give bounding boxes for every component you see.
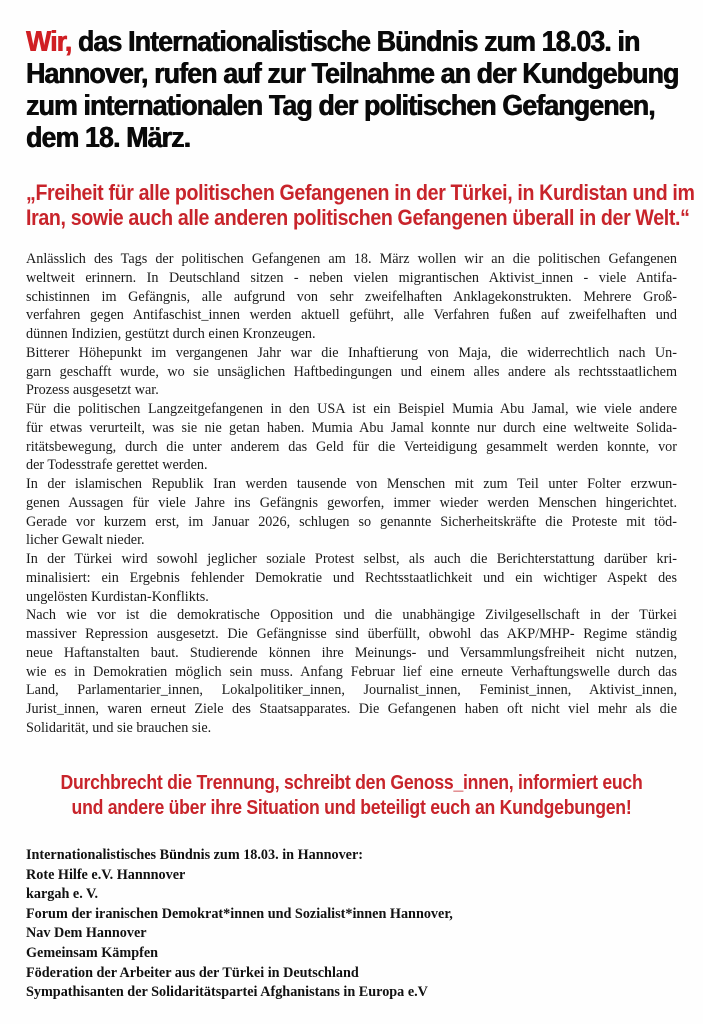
body-line: für etwas verurteilt, was sie nie getan haben. Mumia Abu Jamal konnte nur durch eine weltweite Solida- — [26, 419, 677, 436]
body-line: garn geschafft wurde, wo sie unsäglichen Haftbedingungen und einem alles andere als rechtsstaatlichem — [26, 363, 677, 380]
body-line: licher Gewalt nieder. — [26, 532, 145, 549]
body-line: neue Haftanstalten baut. Studierende können ihre Meinungs- und Versammlungsfreiheit nicht nutzen, — [26, 644, 677, 661]
body-line: Gerade vor kurzem erst, im Januar 2026, schlugen so genannte Sicherheitskräfte die Proteste mit töd- — [26, 513, 677, 530]
headline-line-2: Hannover, rufen auf zur Teilnahme an der Kundgebung — [26, 58, 679, 90]
body-line: Jurist_innen, waren erneut Ziele des Staatsapparates. Die Gefangenen haben oft nicht viel mehr als die — [26, 701, 677, 717]
signatory: Forum der iranischen Demokrat*innen und Sozialist*innen Hannover, — [26, 905, 453, 922]
quote-line-1: „Freiheit für alle politischen Gefangenen in der Türkei, in Kurdistan und im — [26, 180, 695, 205]
body-line: massiver Repression ausgesetzt. Die Gefängnisse sind überfüllt, obwohl das AKP/MHP- Regime ständig — [26, 626, 677, 642]
headline-line-1 — [26, 26, 687, 58]
body-line: wie es in Demokratien möglich sein muss. Anfang Februar lief eine erneute Verhaftungswelle durch das — [26, 663, 677, 680]
signatory: kargah e. V. — [26, 886, 99, 903]
body-line: minalisiert: ein Ergebnis fehlender Demokratie und Rechtsstaatlichkeit und ein wichtiger Aspekt des — [26, 569, 677, 586]
body-line: dünnen Indizien, gestützt durch einen Kronzeugen. — [26, 326, 316, 342]
body-line: In der Türkei wird sowohl jeglicher soziale Protest selbst, als auch die Berichterstattung darüber kri- — [26, 551, 677, 567]
body-line: Nach wie vor ist die demokratische Opposition und die unabhängige Zivilgesellschaft in der Türkei — [26, 607, 677, 624]
body-text — [26, 250, 677, 738]
body-line: weltweit erinnern. In Deutschland sitzen - neben vielen migrantischen Aktivist_innen - viele Antifa- — [26, 269, 677, 286]
body-line: genen Aussagen für viele Jahre ins Gefängnis geworfen, immer wieder werden Menschen hingerichtet. — [26, 494, 677, 511]
body-line: ritätsbewegung, durch die unter anderem das Geld für die Verteidigung gesammelt werden konnte, vor — [26, 438, 677, 455]
signatory: Nav Dem Hannover — [26, 925, 147, 942]
body-line: der Todesstrafe gerettet werden. — [26, 457, 208, 474]
quote-line-2: Iran, sowie auch alle anderen politischen Gefangenen überall in der Welt.“ — [26, 205, 690, 230]
slogan-quote — [26, 180, 695, 230]
headline-line-1-text: das Internationalistische Bündnis zum 18.03. in — [71, 26, 640, 58]
callout-line-2: und andere über ihre Situation und beteiligt euch an Kundgebungen! — [71, 796, 632, 819]
signatory: Gemeinsam Kämpfen — [26, 944, 159, 961]
signatories-heading: Internationalistisches Bündnis zum 18.03. in Hannover: — [26, 847, 364, 863]
body-line: verfahren gegen Antifaschist_innen werden aktuell geführt, alle Verfahren fußen auf zweifelhaften und — [26, 307, 677, 324]
call-to-action — [0, 770, 703, 820]
body-line: Land, Parlamentarier_innen, Lokalpolitiker_innen, Journalist_innen, Feminist_innen, Aktivist_innen, — [26, 682, 677, 699]
body-line: Solidarität, und sie brauchen sie. — [26, 719, 212, 736]
body-line: schistinnen im Gefängnis, alle aufgrund von sehr zweifelhaften Anklagekonstrukten. Mehrere Groß- — [26, 288, 677, 305]
body-line: Prozess ausgesetzt war. — [26, 382, 159, 399]
signatory: Föderation der Arbeiter aus der Türkei in Deutschland — [26, 964, 359, 981]
callout-line-1: Durchbrecht die Trennung, schreibt den Genoss_innen, informiert euch — [60, 771, 643, 794]
signatory: Sympathisanten der Solidaritätspartei Afghanistans in Europa e.V — [26, 984, 428, 1001]
signatory: Rote Hilfe e.V. Hannnover — [26, 866, 186, 883]
headline-line-3: zum internationalen Tag der politischen Gefangenen, — [26, 90, 655, 122]
body-line: In der islamischen Republik Iran werden tausende von Menschen mit zum Teil unter Folter erzwun- — [26, 476, 677, 492]
signatories — [26, 846, 676, 1003]
body-line: ungelösten Kurdistan-Konflikts. — [26, 588, 209, 605]
body-line: Anlässlich des Tags der politischen Gefangenen am 18. März wollen wir an die politischen Gefangenen — [26, 251, 677, 267]
body-line: Bitterer Höhepunkt im vergangenen Jahr war die Inhaftierung von Maja, die widerrechtlich nach Un- — [26, 344, 677, 361]
headline — [26, 26, 687, 154]
headline-line-4: dem 18. März. — [26, 122, 191, 154]
headline-accent-word: Wir, — [26, 26, 72, 58]
body-line: Für die politischen Langzeitgefangenen in den USA ist ein Beispiel Mumia Abu Jamal, wie viele andere — [26, 401, 677, 417]
